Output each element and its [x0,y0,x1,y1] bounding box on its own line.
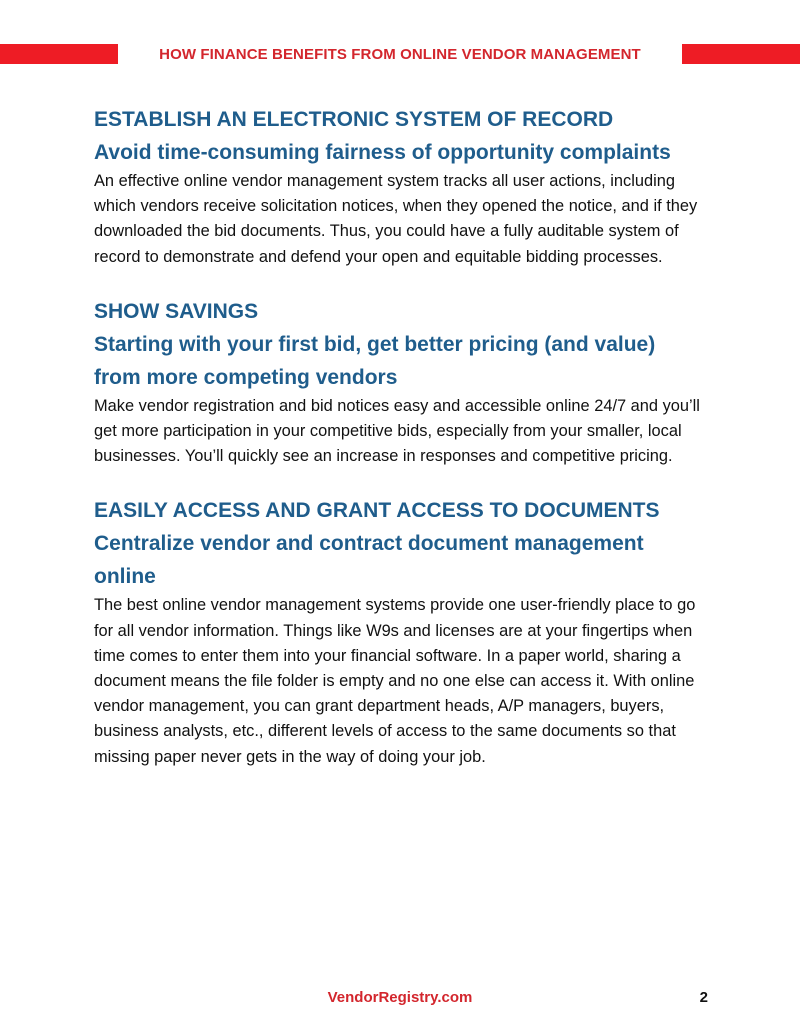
section-subheading: Starting with your first bid, get better pricing (and value) from more competing vendors [94,332,656,389]
footer-website-link[interactable]: VendorRegistry.com [327,989,473,1006]
section-heading: ESTABLISH AN ELECTRONIC SYSTEM OF RECORD [94,108,614,131]
section-subheading: Avoid time-consuming fairness of opportunity complaints [94,141,671,164]
header-accent-bar-left [0,44,118,64]
page-number: 2 [699,989,708,1006]
document-content [94,104,724,770]
section-body-text: An effective online vendor management system tracks all user actions, including which vendors receive solicitation notices, when they opened the notice, and if they downloaded the bid documents. Thus, you could have a fully auditable system of record to demonstrate and defend your open and equitable bidding processes. [94,172,698,266]
section-heading: EASILY ACCESS AND GRANT ACCESS TO DOCUMENTS [94,499,660,523]
document-header-title: HOW FINANCE BENEFITS FROM ONLINE VENDOR MANAGEMENT [159,46,641,63]
section-system-of-record [94,104,724,270]
header-accent-bar-right [682,44,800,64]
section-show-savings [94,296,724,470]
section-heading: SHOW SAVINGS [94,299,259,323]
section-document-access [94,495,724,769]
section-body-text: The best online vendor management systems provide one user-friendly place to go for all vendor information. Things like W9s and licenses are at your fingertips when time comes to enter them into your financial software. In a paper world, sharing a document means the file folder is empty and no one else can access it. With online vendor management, you can grant department heads, A/P managers, buyers, business analysts, etc., different levels of access to the same documents so that missing paper never gets in the way of doing your job. [94,596,696,766]
section-body-text: Make vendor registration and bid notices easy and accessible online 24/7 and you’ll get more participation in your competitive bids, especially from your smaller, local businesses. You’ll quickly see an increase in responses and competitive pricing. [94,396,700,466]
section-subheading: Centralize vendor and contract document management online [94,532,644,589]
